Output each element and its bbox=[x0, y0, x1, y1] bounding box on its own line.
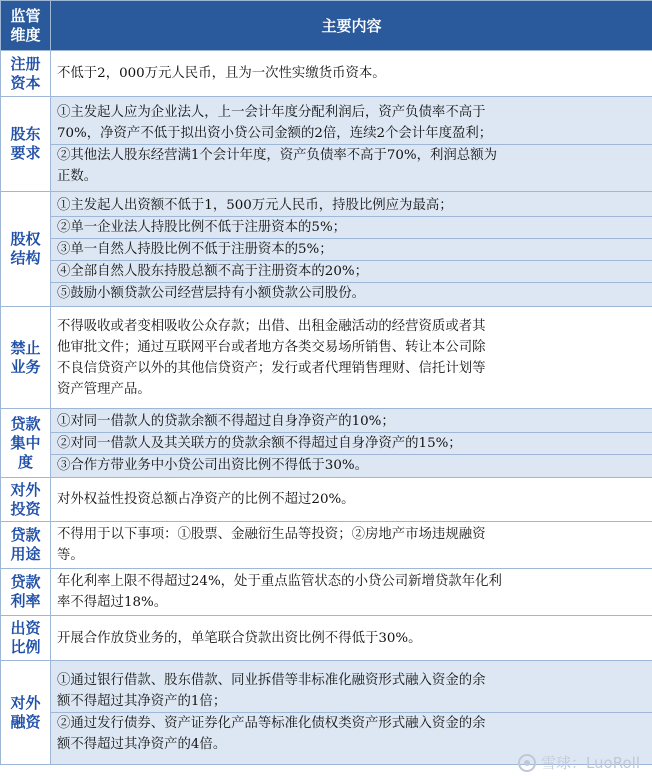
content-item bbox=[51, 260, 652, 282]
content-item bbox=[51, 282, 652, 304]
content-line: 年化利率上限不得超过24%，处于重点监管状态的小贷公司新增贷款年化利 bbox=[57, 574, 502, 589]
content-line: 70%，净资产不低于拟出资小贷公司金额的2倍，连续2个会计年度盈利； bbox=[57, 125, 493, 141]
content-line: ②单一企业法人持股比例不低于注册资本的5%； bbox=[51, 216, 652, 238]
table-row bbox=[1, 616, 652, 661]
row-dimension-label: 禁止 业务 bbox=[1, 307, 51, 409]
row-dimension-label: 出资 比例 bbox=[1, 616, 51, 661]
content-item bbox=[51, 144, 652, 187]
table-row bbox=[1, 192, 652, 307]
content-item bbox=[51, 628, 652, 649]
content-line: ①通过银行借款、股东借款、同业拆借等非标准化融资形式融入资金的余 bbox=[57, 673, 486, 688]
table-row bbox=[1, 522, 652, 569]
content-item bbox=[51, 712, 652, 755]
content-line: 不得吸收或者变相吸收公众存款；出借、出租金融活动的经营资质或者其 bbox=[57, 318, 486, 334]
content-line: ②通过发行债券、资产证券化产品等标准化债权类资产形式融入资金的余 bbox=[51, 712, 652, 734]
content-line: ①主发起人应为企业法人，上一会计年度分配利润后，资产负债率不高于 bbox=[57, 104, 486, 120]
content-line: 额不得超过其净资产的4倍。 bbox=[57, 737, 227, 752]
row-content bbox=[51, 569, 652, 616]
content-line: ②对同一借款人及其关联方的贷款余额不得超过自身净资产的15%； bbox=[51, 432, 652, 454]
content-item bbox=[51, 524, 652, 566]
content-line: 开展合作放贷业务的，单笔联合贷款出资比例不得低于30%。 bbox=[57, 630, 422, 646]
content-item bbox=[51, 411, 652, 432]
content-item bbox=[51, 670, 652, 712]
content-item bbox=[51, 102, 652, 144]
row-dimension-label: 贷款 利率 bbox=[1, 569, 51, 616]
content-item bbox=[51, 195, 652, 216]
content-line: 不良信贷资产以外的其他信贷资产；发行或者代理销售理财、信托计划等 bbox=[57, 360, 486, 376]
table-row bbox=[1, 97, 652, 192]
content-line: ②其他法人股东经营满1个会计年度，资产负债率不高于70%，利润总额为 bbox=[51, 144, 652, 166]
row-content bbox=[51, 97, 652, 192]
content-line: 不低于2，000万元人民币，且为一次性实缴货币资本。 bbox=[57, 66, 386, 81]
row-dimension-label: 股权 结构 bbox=[1, 192, 51, 307]
watermark bbox=[518, 752, 640, 773]
table-row bbox=[1, 569, 652, 616]
content-item bbox=[51, 489, 652, 510]
row-dimension-label: 对外 融资 bbox=[1, 661, 51, 765]
content-line: 资产管理产品。 bbox=[57, 381, 151, 397]
row-dimension-label: 贷款 用途 bbox=[1, 522, 51, 569]
row-content bbox=[51, 409, 652, 478]
content-line: ③合作方带业务中小贷公司出资比例不得低于30%。 bbox=[51, 454, 652, 476]
table-row bbox=[1, 478, 652, 522]
content-line: 率不得超过18%。 bbox=[57, 595, 168, 610]
row-dimension-label: 贷款 集中 度 bbox=[1, 409, 51, 478]
row-content bbox=[51, 478, 652, 522]
row-content bbox=[51, 661, 652, 765]
table-row bbox=[1, 51, 652, 97]
row-dimension-label: 注册 资本 bbox=[1, 51, 51, 97]
table-row bbox=[1, 409, 652, 478]
content-line: ④全部自然人股东持股总额不高于注册资本的20%； bbox=[51, 260, 652, 282]
content-line: ⑤鼓励小额贷款公司经营层持有小额贷款公司股份。 bbox=[51, 282, 652, 304]
content-line: 不得用于以下事项：①股票、金融衍生品等投资；②房地产市场违规融资 bbox=[57, 527, 486, 542]
row-content bbox=[51, 522, 652, 569]
content-item bbox=[51, 571, 652, 613]
row-content bbox=[51, 192, 652, 307]
content-line: ③单一自然人持股比例不低于注册资本的5%； bbox=[51, 238, 652, 260]
content-item bbox=[51, 316, 652, 400]
watermark-text: 雪球：LuoRoll bbox=[540, 754, 640, 772]
content-item bbox=[51, 216, 652, 238]
content-header: 主要内容 bbox=[51, 1, 652, 51]
table-row bbox=[1, 661, 652, 765]
row-content bbox=[51, 307, 652, 409]
row-dimension-label: 股东 要求 bbox=[1, 97, 51, 192]
dimension-header-text: 监管 维度 bbox=[10, 6, 41, 44]
content-line: 他审批文件；通过互联网平台或者地方各类交易场所销售、转让本公司除 bbox=[57, 339, 486, 355]
row-dimension-label: 对外 投资 bbox=[1, 478, 51, 522]
row-content bbox=[51, 51, 652, 97]
content-item bbox=[51, 454, 652, 476]
content-line: 对外权益性投资总额占净资产的比例不超过20%。 bbox=[57, 492, 355, 507]
content-line: 额不得超过其净资产的1倍； bbox=[57, 694, 227, 709]
content-item bbox=[51, 238, 652, 260]
content-item bbox=[51, 432, 652, 454]
table-row bbox=[1, 307, 652, 409]
xueqiu-logo-icon bbox=[518, 754, 536, 772]
table-header-row bbox=[1, 1, 652, 51]
content-line: 正数。 bbox=[57, 168, 98, 184]
content-line: 等。 bbox=[57, 548, 84, 563]
content-item bbox=[51, 63, 652, 84]
row-content bbox=[51, 616, 652, 661]
dimension-header bbox=[1, 1, 51, 51]
content-line: ①主发起人出资额不低于1，500万元人民币，持股比例应为最高； bbox=[57, 197, 453, 213]
content-line: ①对同一借款人的贷款余额不得超过自身净资产的10%； bbox=[57, 413, 395, 429]
